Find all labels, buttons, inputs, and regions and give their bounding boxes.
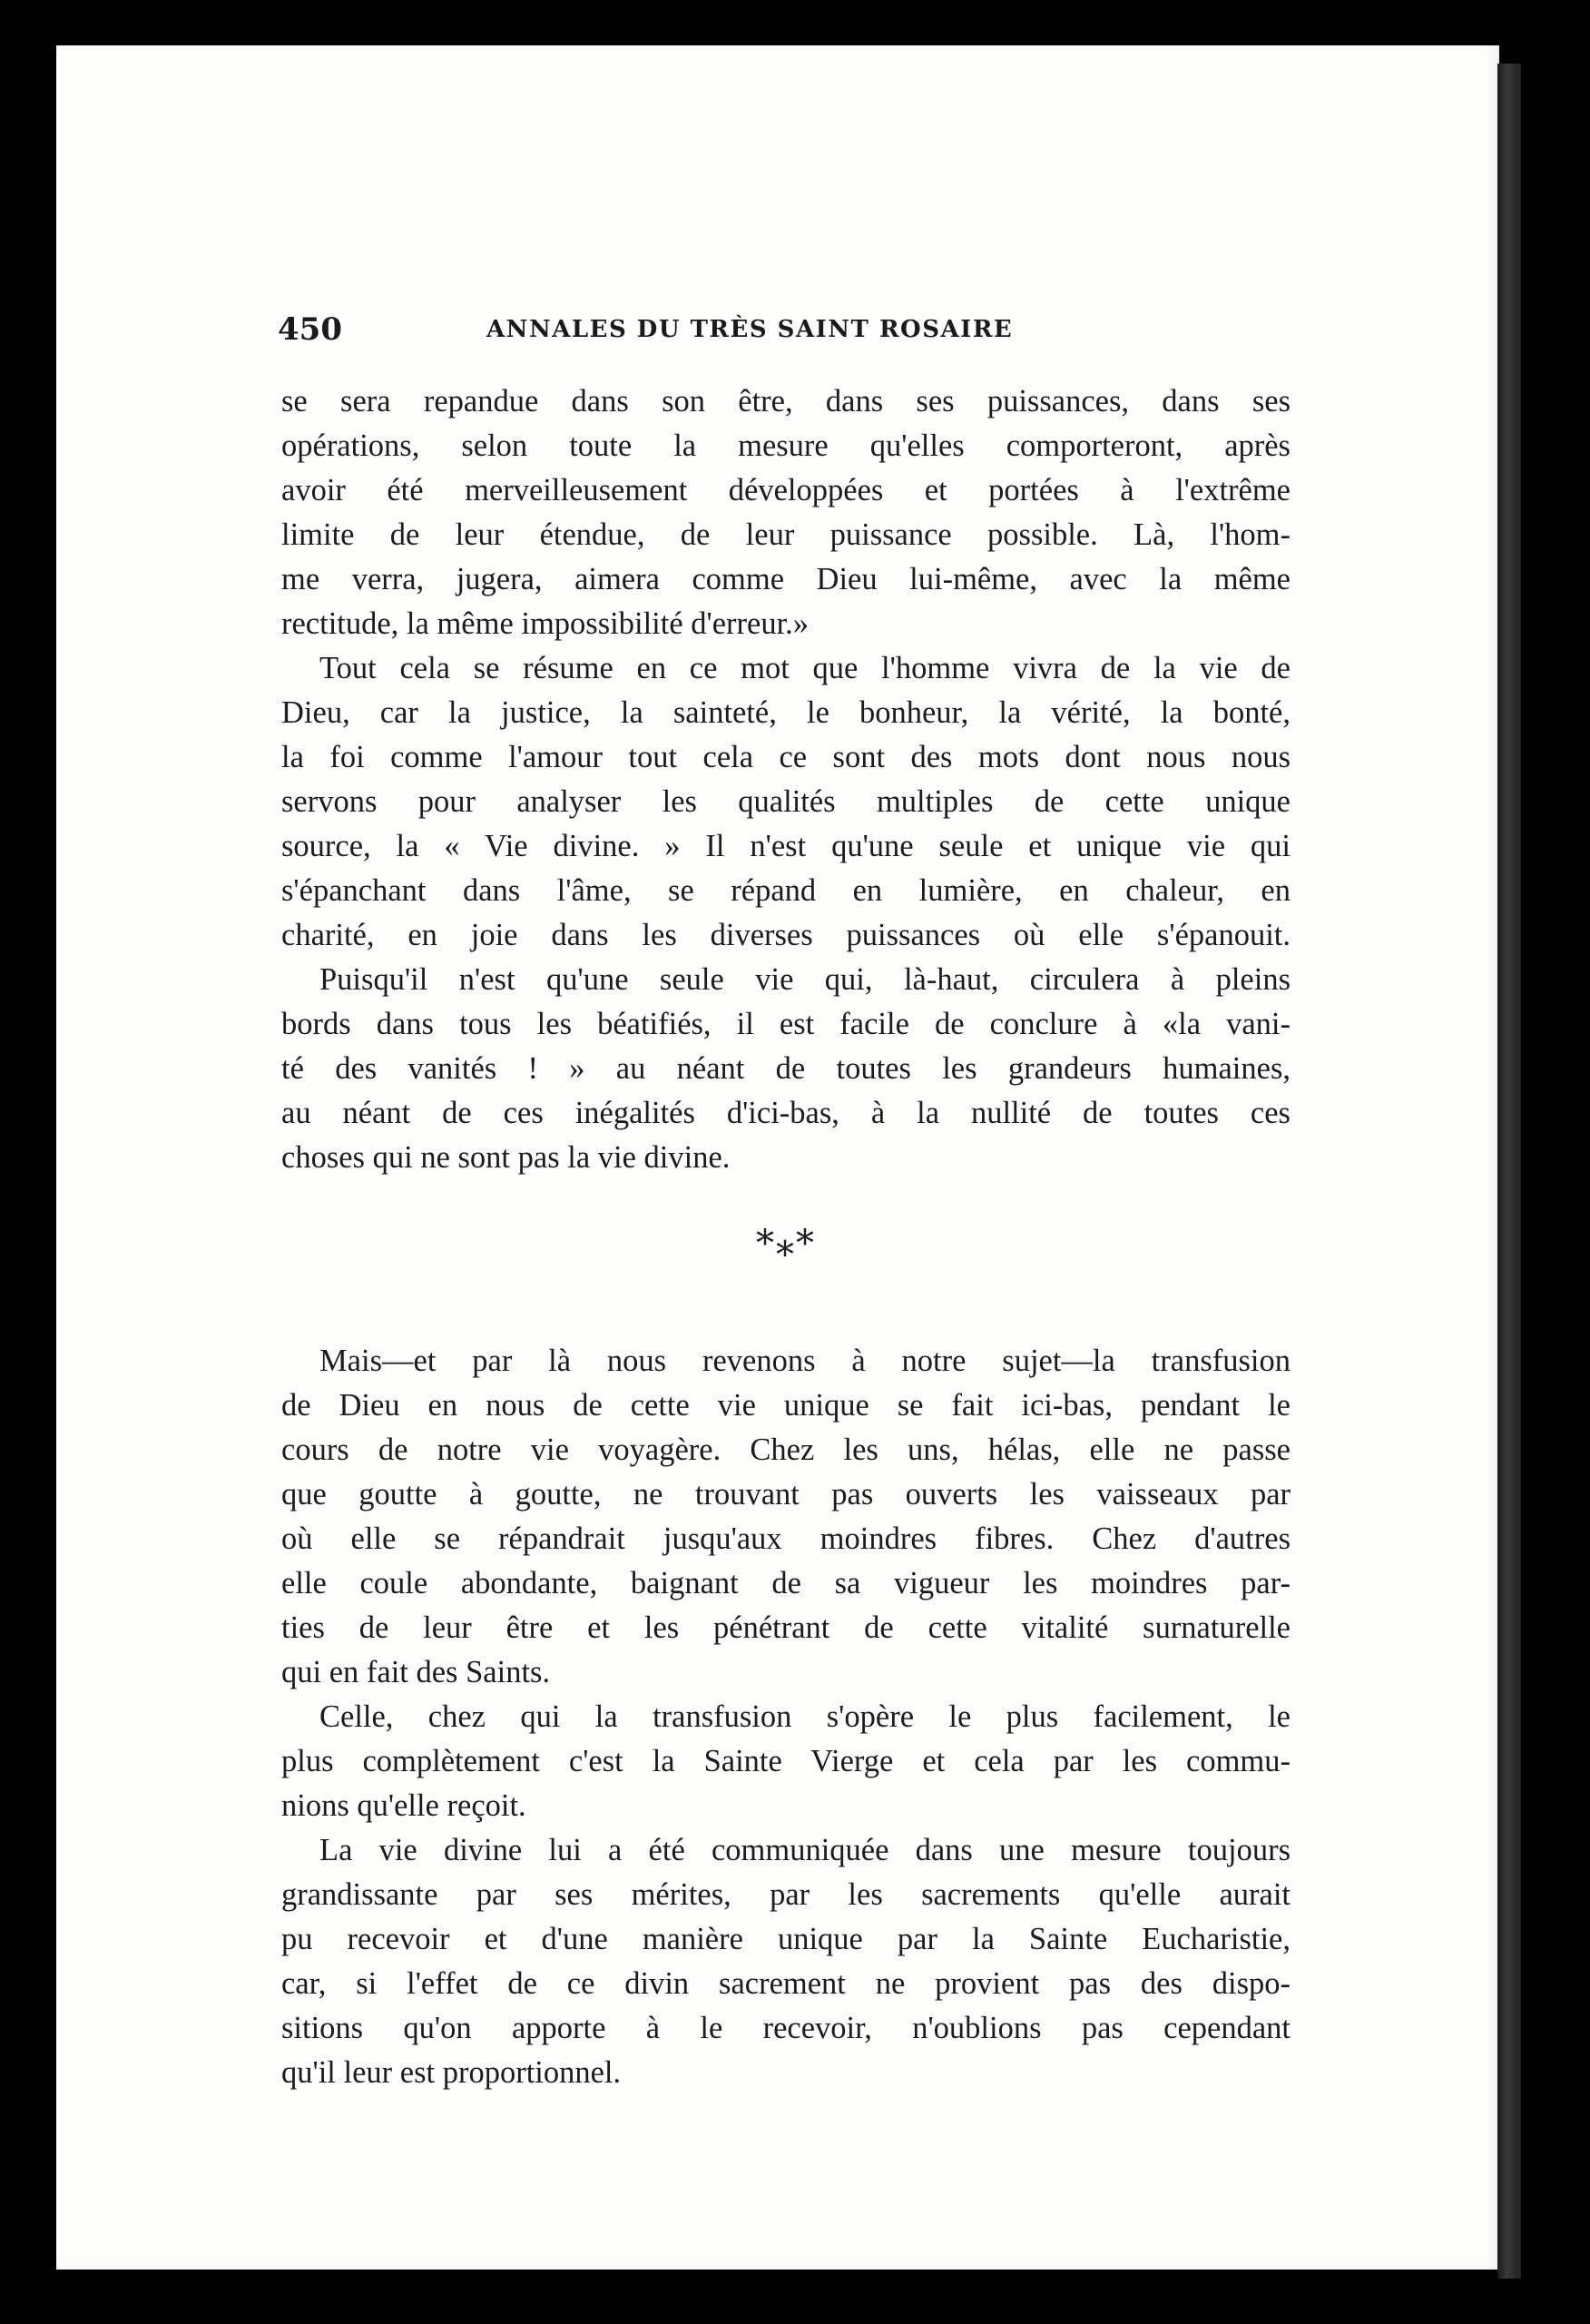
text-line: Mais—et par là nous revenons à notre sujet—la transfusion [319, 1344, 1291, 1378]
text-line: qu'il leur est proportionnel. [281, 2055, 622, 2090]
text-line: La vie divine lui a été communiquée dans une mesure toujours [319, 1833, 1291, 1867]
section-asterism: *⁎* [756, 1223, 816, 1265]
text-line: Celle, chez qui la transfusion s'opère le plus facilement, le [319, 1699, 1291, 1734]
body-text [281, 379, 1291, 2095]
text-line: au néant de ces inégalités d'ici-bas, à la nullité de toutes ces [281, 1096, 1291, 1130]
text-line: elle coule abondante, baignant de sa vigueur les moindres par- [281, 1566, 1291, 1600]
text-line: sitions qu'on apporte à le recevoir, n'oublions pas cependant [281, 2011, 1291, 2045]
text-line: bords dans tous les béatifiés, il est facile de conclure à «la vani- [281, 1007, 1291, 1041]
text-line: Tout cela se résume en ce mot que l'homme vivra de la vie de [319, 651, 1291, 685]
text-line: Puisqu'il n'est qu'une seule vie qui, là-haut, circulera à pleins [319, 962, 1291, 997]
text-line: que goutte à goutte, ne trouvant pas ouverts les vaisseaux par [281, 1477, 1291, 1512]
text-line: servons pour analyser les qualités multiples de cette unique [281, 784, 1291, 819]
text-line: me verra, jugera, aimera comme Dieu lui-même, avec la même [281, 562, 1291, 596]
running-head [278, 307, 1094, 352]
page-number: 450 [278, 311, 342, 348]
text-line: cours de notre vie voyagère. Chez les uns, hélas, elle ne passe [281, 1433, 1291, 1467]
text-line: charité, en joie dans les diverses puissances où elle s'épanouit. [281, 918, 1291, 952]
text-line: de Dieu en nous de cette vie unique se fait ici-bas, pendant le [281, 1388, 1291, 1423]
text-line: qui en fait des Saints. [281, 1655, 551, 1689]
text-line: grandissante par ses mérites, par les sacrements qu'elle aurait [281, 1877, 1291, 1912]
text-line: rectitude, la même impossibilité d'erreur.» [281, 606, 810, 641]
text-line: la foi comme l'amour tout cela ce sont des mots dont nous nous [281, 740, 1291, 774]
running-title: ANNALES DU TRÈS SAINT ROSAIRE [486, 316, 1014, 343]
text-line: car, si l'effet de ce divin sacrement ne provient pas des dispo- [281, 1966, 1291, 2001]
text-line: Dieu, car la justice, la sainteté, le bonheur, la vérité, la bonté, [281, 695, 1291, 730]
text-line: ties de leur être et les pénétrant de cette vitalité surnaturelle [281, 1610, 1291, 1645]
text-line: plus complètement c'est la Sainte Vierge et cela par les commu- [281, 1744, 1291, 1778]
text-line: pu recevoir et d'une manière unique par la Sainte Eucharistie, [281, 1922, 1291, 1956]
text-line: s'épanchant dans l'âme, se répand en lumière, en chaleur, en [281, 873, 1291, 908]
text-line: source, la « Vie divine. » Il n'est qu'une seule et unique vie qui [281, 829, 1291, 863]
text-line: se sera repandue dans son être, dans ses puissances, dans ses [281, 384, 1291, 419]
text-line: choses qui ne sont pas la vie divine. [281, 1140, 731, 1175]
text-line: té des vanités ! » au néant de toutes les grandeurs humaines, [281, 1051, 1291, 1086]
next-page-edge [1497, 64, 1521, 2279]
text-line: nions qu'elle reçoit. [281, 1788, 526, 1823]
text-line: limite de leur étendue, de leur puissance possible. Là, l'hom- [281, 517, 1291, 552]
text-line: avoir été merveilleusement développées et portées à l'extrême [281, 473, 1291, 507]
text-line: où elle se répandrait jusqu'aux moindres fibres. Chez d'autres [281, 1521, 1291, 1556]
text-line: opérations, selon toute la mesure qu'elles comporteront, après [281, 428, 1291, 463]
